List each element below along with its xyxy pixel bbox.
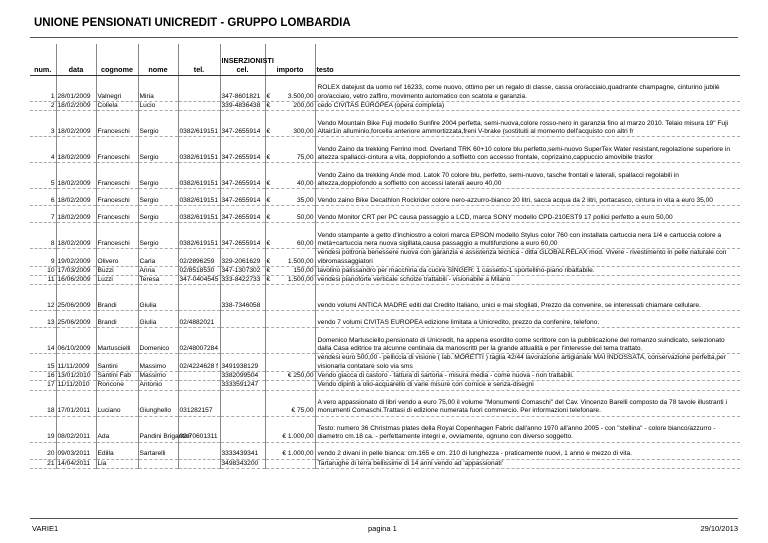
cell-name: Giulia [138,285,178,311]
cell-amount: € 1.000,00 [265,442,315,459]
euro-sign: € [266,257,271,265]
table-row [30,328,740,354]
header-nome: nome [138,44,178,76]
cell-phone [178,459,220,468]
cell-surname: Buzzi [96,266,138,275]
amount-value: 3.500,00 [287,92,314,100]
cell-mobile: 3333591247 [220,381,265,390]
cell-name: Pandini Brigantini [138,416,178,442]
cell-text: vendo 7 volumi CIVITAS EUROPEA edizione limitata a Unicredito, prezzo da confenire, telefono. [315,311,740,328]
cell-surname: Franceschi [96,111,138,137]
euro-sign: € [266,240,271,247]
cell-mobile: 347-8601821 [220,76,265,102]
footer-sheet-name: VARIE1 [32,524,59,533]
cell-mobile: 3382099504 [220,372,265,381]
cell-date: 19/02/2009 [56,249,96,267]
cell-text: Vendo Zaino da trekking Ande mod. Latok 70 colore blu, perfetto, semi-nuovo, tasche frontali e laterali, spallacci regolabili in altezza,doppiofondo a soffietto con accessi laterali aeuro 40,00 [315,163,740,189]
table-row [30,189,740,206]
cell-date: 13/01/2010 [56,372,96,381]
cell-date: 28/01/2009 [56,76,96,102]
cell-text: Vendo giacca di castoro - fattura di sartoria - misura media - come nuova - non trattabili. [315,372,740,381]
cell-mobile: 3498343200 [220,459,265,468]
euro-sign: € [266,180,271,187]
cell-mobile: 338-7346058 [220,285,265,311]
header-tel: tel. [178,44,220,76]
cell-date: 09/03/2011 [56,442,96,459]
footer-divider [30,518,738,519]
amount-value: 150,00 [293,266,314,274]
cell-amount [265,223,315,249]
cell-phone [178,285,220,311]
cell-date: 18/02/2009 [56,111,96,137]
cell-num: 11 [30,276,56,285]
euro-sign: € [266,92,271,100]
cell-phone: 347-0404545 [179,276,219,284]
header-cel: INSERZIONISTI cel. [220,44,265,76]
cell-text: cedo CIVITAS EUROPEA (opera completa) [315,102,740,111]
cell-phone: 02/4224628 f [178,354,220,372]
header-testo: testo [315,44,740,76]
table-row [30,416,740,442]
amount-value: 1.500,00 [287,257,314,265]
cell-surname: Brandi [96,311,138,328]
cell-surname: Lia [96,459,138,468]
amount-value: 300,00 [293,128,314,135]
cell-name: Massimo [138,372,178,381]
cell-name: Domenico [138,328,178,354]
cell-mobile: 3333439341 [220,442,265,459]
table-row [30,311,740,328]
cell-text: vendesi euro 500,00 - pelliccia di visione ( lab. MORETTI ) taglia 42/44 lavorazione artigianale MAI INDOSSATA, conservazione perfetta,per visionarla contatare solo via sms [315,354,740,372]
cell-date: 18/02/2009 [56,102,96,111]
cell-name: Sergio [138,111,178,137]
listings-table [30,44,740,469]
euro-sign: € [266,128,271,135]
cell-amount [265,266,315,275]
cell-name: Sergio [138,163,178,189]
cell-amount [265,249,315,267]
cell-num: 15 [30,354,56,372]
cell-mobile: 3491938129 [220,354,265,372]
cell-amount [265,76,315,102]
cell-amount [265,381,315,390]
cell-phone: 0382/619151 [178,163,220,189]
table-row [30,266,740,275]
cell-phone: 02/8518530 [178,266,220,275]
cell-surname: Franceschi [96,189,138,206]
cell-surname: Santini Fab [96,372,138,381]
cell-surname: Valnegri [96,76,138,102]
table-row [30,137,740,163]
euro-sign: € [266,102,271,109]
cell-name [138,459,178,468]
cell-date: 08/02/2011 [56,416,96,442]
cell-phone [178,76,220,102]
cell-num: 7 [30,206,56,223]
table-row [30,249,740,267]
cell-surname: Ada [96,416,138,442]
title-divider [30,37,738,38]
cell-surname: Franceschi [96,137,138,163]
cell-num: 16 [30,372,56,381]
cell-phone: 0382/619151 [178,189,220,206]
cell-num: 18 [30,390,56,416]
cell-date: 18/02/2009 [56,163,96,189]
table-row [30,223,740,249]
cell-surname: Olivero [96,249,138,267]
cell-surname: Roncone [96,381,138,390]
footer-date: 29/10/2013 [700,524,738,533]
cell-mobile: 339-4836438 [220,102,265,111]
cell-surname: Martuscielli [96,328,138,354]
cell-name: Carla [138,249,178,267]
cell-amount: € 1.000,00 [265,416,315,442]
cell-text: Domenico Martusciello,pensionato di Unicredit, ha appena esordito come scrittore con la pubblicazione del romanzo suindicato, selezionato dalla Casa editrice tra alcunne centinaia da manoscritti per la grande attualità e per l'interesse del tema trattato. [315,328,740,354]
cell-mobile: 347-2655914 [220,189,265,206]
header-importo: importo [265,44,315,76]
cell-phone: 0382/619151 [178,206,220,223]
cell-surname: Collela [96,102,138,111]
cell-text: vendo volumi ANTICA MADRE editi dal Credito Italiano, unici e mai sfogliati, Prezzo da convenire, se interessati chiamare cellulare. [315,285,740,311]
cell-mobile [220,416,265,442]
cell-amount [265,189,315,206]
cell-mobile: 347-2655914 [220,223,265,249]
cell-phone: 0382/619151 [178,137,220,163]
cell-text: vendesi pianoforte verticale scholze trattabili - visionabile a Milano [315,276,740,285]
table-row [30,354,740,372]
cell-date: 17/03/2009 [56,266,96,275]
cell-num: 10 [30,266,56,275]
header-row [30,44,740,76]
cell-num: 14 [30,328,56,354]
cell-name: Giunghello [138,390,178,416]
euro-sign: € [266,197,271,204]
cell-date: 18/02/2009 [56,223,96,249]
cell-text: Tartarughe di terra bellissime di 14 anni vendo ad 'appassionati' [315,459,740,468]
cell-mobile [220,390,265,416]
cell-text: vendesi poltrona benessere nuova con garanzia e assistenza tecnica - ditta GLOBALRELAX mod. Vivere - rivestimento in pelle naturale con vibromassaggiatori [315,249,740,267]
table-row [30,459,740,468]
table-row [30,390,740,416]
cell-date: 16/06/2009 [56,276,96,285]
cell-name: Antonio [138,381,178,390]
cell-num: 8 [30,223,56,249]
cell-num: 21 [30,459,56,468]
cell-date: 11/11/2009 [56,354,96,372]
cell-amount [265,276,315,285]
cell-phone: 0382/619151 [178,111,220,137]
cell-date: 25/06/2009 [56,285,96,311]
cell-text: Testo: numero 36 Christmas plates della Royal Copenhagen Fabric dall'anno 1970 all'anno 2005 - con "stellina" - colore bianco/azzurro - diametro cm.18 ca. - perfettamente integri e, ovviamente, ognuno con diverso soggetto. [315,416,740,442]
cell-date: 14/04/2011 [56,459,96,468]
cell-amount [265,102,315,111]
cell-name: Giulia [138,311,178,328]
cell-phone: 02/48007284 [178,328,220,354]
amount-value: 1.500,00 [287,276,314,284]
header-cognome: cognome [96,44,138,76]
cell-num: 9 [30,249,56,267]
cell-phone [178,442,220,459]
header-data: data [56,44,96,76]
cell-phone: 02/4882021 [178,311,220,328]
cell-date: 06/10/2009 [56,328,96,354]
cell-text: vendo 2 divani in pelle bianca: cm.165 e cm. 210 di lunghezza - praticamente nuovi, 1 anno e mezzo di vita. [315,442,740,459]
cell-amount [265,285,315,311]
cell-num: 19 [30,416,56,442]
amount-value: 75,00 [296,154,314,161]
cell-num: 6 [30,189,56,206]
cell-name: Anna [138,266,178,275]
cell-surname: Edilla [96,442,138,459]
table-row [30,163,740,189]
cell-mobile: 347-2655914 [220,206,265,223]
cell-date: 18/02/2009 [56,137,96,163]
cell-phone [178,102,220,111]
table-row [30,276,740,285]
cell-text: Vendo Zaino da trekking Ferrino mod. Overland TRK 60+10 colore blu perfetto,semi-nuovo SuperTex Water resistant,regolazione superiore in altezza spallacci-cintura a vita, doppiofondo a soffietto con accesso frontale, coprizaino,cappuccio amovibile trasfor [315,137,740,163]
cell-text: Vendo zaino Bike Decathlon Rockrider colore nero-azzurro-bianco 20 litri, sacca acqua da 2 litri, portacasco, cintura in vita a euro 35,00 [315,189,740,206]
cell-mobile: 347-2655914 [220,137,265,163]
cell-amount [265,163,315,189]
footer-page-number: pagina 1 [368,524,397,533]
cell-num: 3 [30,111,56,137]
cell-mobile: 329-2061629 [220,249,265,267]
cell-num: 17 [30,381,56,390]
amount-value: 35,00 [296,197,314,204]
cell-amount [265,206,315,223]
cell-surname: Franceschi [96,223,138,249]
table-row [30,111,740,137]
cell-date: 17/01/2011 [56,390,96,416]
amount-value: 200,00 [293,102,314,109]
cell-text: tavolino palissandro per macchina da cucire SINGER: 1 cassetto-1 sportellino-piano ribaltabile. [315,266,740,275]
cell-name: Miria [138,76,178,102]
amount-value: 50,00 [296,214,314,221]
table-row [30,206,740,223]
cell-phone: 02/2896259 [178,249,220,267]
cell-text: A vero appassionato di libri vendo a euro 75,00 il volume "Monumenti Comaschi" del Cav. Vincenzo Barelli composto da 78 tavole illustranti i monumenti Comaschi.Trattasi di edizione numerata fuori commercio. Per informazioni telefonare. [315,390,740,416]
cell-mobile [220,311,265,328]
cell-text: Vendo Mountain Bike Fuji modello Sunfire 2004 perfetta, semi-nuova,colore rosso-nero in garanzia fino al marzo 2010. Telaio misura 19" Fuji Altair1in alluminio,forcella anteriore ammortizzata,freni V-brake (sostituiti al momento dell'acquisto con altri fr [315,111,740,137]
cell-surname: Luzzi [96,276,138,285]
cell-text: Vendo dipinti a olio-acquarello di varie misure con cornice e senza-disegni [315,381,740,390]
cell-num: 2 [30,102,56,111]
cell-amount [265,311,315,328]
euro-sign: € [266,276,271,284]
cell-phone: 0382/619151 [178,223,220,249]
cell-name: Sergio [138,206,178,223]
table-row [30,285,740,311]
cell-amount [265,459,315,468]
table-row [30,102,740,111]
cell-amount [265,111,315,137]
amount-value: 40,00 [296,180,314,187]
cell-mobile: 347-1307302 [220,266,265,275]
cell-amount [265,328,315,354]
cell-num: 13 [30,311,56,328]
cell-num: 5 [30,163,56,189]
cell-amount [265,137,315,163]
amount-value: 60,00 [296,240,314,247]
table-row [30,372,740,381]
euro-sign: € [266,266,271,274]
cell-name: Teresa [138,276,178,285]
cell-amount [265,354,315,372]
cell-surname: Santini [96,354,138,372]
cell-num: 4 [30,137,56,163]
cell-name: Sergio [138,137,178,163]
cell-name: Massimo [138,354,178,372]
cell-phone [178,372,220,381]
euro-sign: € [266,154,271,161]
cell-amount: € 75,00 [265,390,315,416]
cell-date: 18/02/2009 [56,206,96,223]
cell-num: 12 [30,285,56,311]
cell-num: 1 [30,76,56,102]
cell-surname: Luciano [96,390,138,416]
table-row [30,76,740,102]
cell-date: 18/02/2009 [56,189,96,206]
cell-text: ROLEX datejust da uomo ref 16233, come nuovo, ottimo per un regalo di classe, cassa oro/acciaio,quadrante champagne, cinturino jubilè oro/acciaio, vetro zaffiro, movimento automatico con scatola e garanzia. [315,76,740,102]
cell-phone [178,381,220,390]
cell-surname: Franceschi [96,206,138,223]
table-row [30,442,740,459]
euro-sign: € [266,214,271,221]
header-num: num. [30,44,56,76]
cell-name: Sergio [138,223,178,249]
cell-text: Vendo Monitor CRT per PC causa passaggio a LCD, marca SONY modello CPD-210EST9 17 pollici perfetto a euro 50,00 [315,206,740,223]
cell-mobile [220,328,265,354]
cell-amount: € 250,00 [265,372,315,381]
cell-name: Sartarelli [138,442,178,459]
cell-phone: 02/70601311 [178,416,220,442]
cell-num: 20 [30,442,56,459]
cell-surname: Brandi [96,285,138,311]
cell-surname: Franceschi [96,163,138,189]
table-row [30,381,740,390]
cell-mobile: 347-2655914 [220,111,265,137]
cell-name: Sergio [138,189,178,206]
cell-name: Lucio [138,102,178,111]
cell-phone: 031282157 [178,390,220,416]
cell-text: Vendo stampante a getto d'inchiostro a colori marca EPSON modello Stylus color 760 con installata cartuccia nera 1/4 e cartuccia colore a metà+cartuccia nera nuova sigillata,causa passaggio a multifunzione a euro 60,00 [315,223,740,249]
cell-date: 25/06/2009 [56,311,96,328]
cell-mobile: 347-2655914 [220,163,265,189]
cell-date: 11/11/2010 [56,381,96,390]
page-title: UNIONE PENSIONATI UNICREDIT - GRUPPO LOMBARDIA [34,17,351,29]
cell-mobile: 333-8422733 [220,276,265,285]
